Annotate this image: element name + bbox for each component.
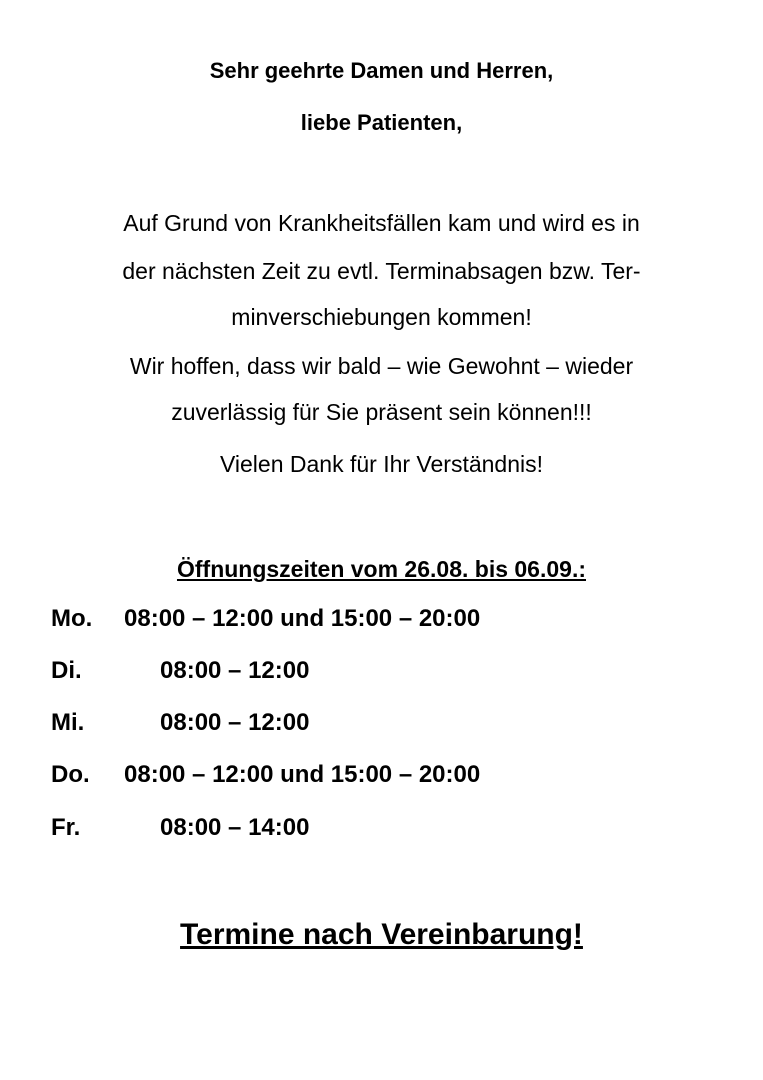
hours-day: Do. [51, 761, 90, 788]
hours-day: Mo. [51, 605, 93, 632]
hours-heading: Öffnungszeiten vom 26.08. bis 06.09.: [176, 556, 586, 582]
hours-day: Di. [51, 657, 82, 684]
hours-times: 08:00 – 12:00 und 15:00 – 20:00 [124, 761, 481, 788]
hours-day: Fr. [51, 814, 81, 841]
salutation-line-1: Sehr geehrte Damen und Herren, [209, 58, 554, 83]
footer-note: Termine nach Vereinbarung! [180, 918, 583, 951]
hours-times: 08:00 – 14:00 [160, 814, 310, 841]
hours-times: 08:00 – 12:00 [160, 657, 310, 684]
message-line-6: Vielen Dank für Ihr Verständnis! [219, 451, 544, 477]
hours-times: 08:00 – 12:00 und 15:00 – 20:00 [124, 605, 481, 632]
message-line-1: Auf Grund von Krankheitsfällen kam und wird es in [123, 210, 640, 236]
hours-day: Mi. [51, 709, 85, 736]
message-line-2: der nächsten Zeit zu evtl. Terminabsagen bzw. Ter- [122, 258, 641, 284]
salutation-line-2: liebe Patienten, [300, 110, 463, 135]
message-line-4: Wir hoffen, dass wir bald – wie Gewohnt – wieder [129, 353, 634, 379]
message-line-5: zuverlässig für Sie präsent sein können!!! [171, 399, 592, 425]
hours-times: 08:00 – 12:00 [160, 709, 310, 736]
message-line-3: minverschiebungen kommen! [231, 304, 532, 330]
